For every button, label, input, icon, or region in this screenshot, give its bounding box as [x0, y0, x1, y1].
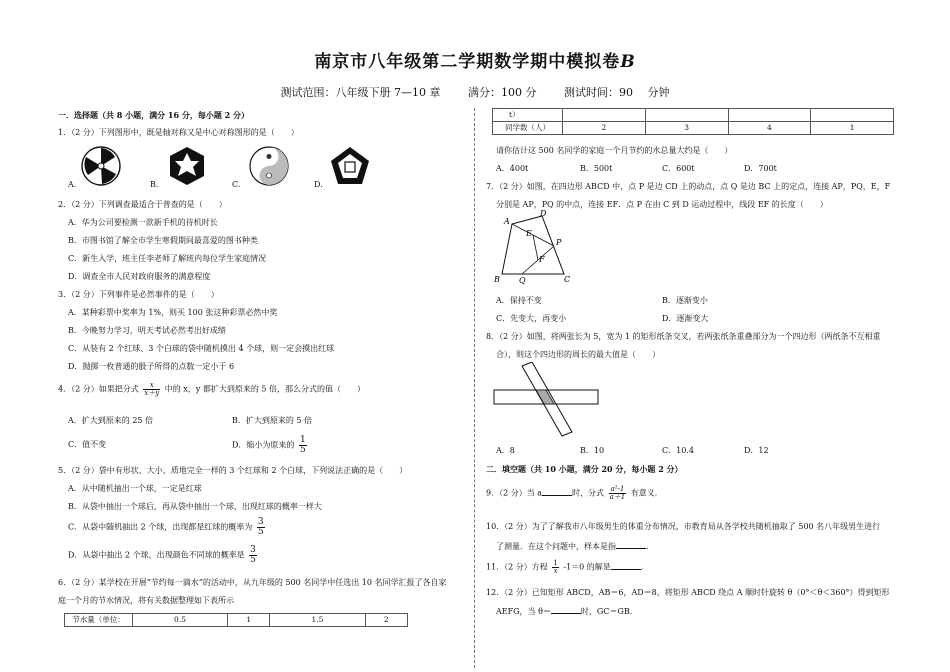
table-cell — [563, 109, 646, 122]
q2-option-d: D．调查全市人民对政府服务的满意程度 — [68, 272, 211, 281]
table-cell — [811, 109, 894, 122]
q6-stem-line2: 庭一个月的节水情况，将有关数据整理如下表所示 — [58, 596, 234, 605]
q6-stem-line1: 6．（2 分）某学校在开展“节约每一滴水”的活动中，从九年级的 500 名同学中任选出 10 名同学汇报了各自家 — [58, 578, 447, 587]
exam-info — [0, 84, 950, 100]
q6-option-a: A．400t — [496, 164, 529, 173]
q4-option-d: D．缩小为原来的 $\frac{1}{5}$ — [232, 435, 306, 455]
q3-option-a: A．某种彩票中奖率为 1%，则买 100 张这种彩票必然中奖 — [68, 308, 278, 317]
q3-stem: 3．（2 分）下列事件是必然事件的是（ ） — [58, 290, 219, 299]
q4-option-c: C．值不变 — [68, 440, 107, 449]
q7-label-e: E — [526, 229, 532, 238]
q4-option-b: B．扩大到原来的 5 倍 — [232, 416, 313, 425]
table-cell: 0.5 — [133, 614, 228, 627]
title-suffix: B — [620, 52, 636, 72]
q8-option-b: B．10 — [580, 446, 605, 455]
q6-question: 请你估计这 500 名同学的家庭一个月节约的水总量大约是（ ） — [496, 146, 733, 155]
q1-option-c: C. — [232, 180, 241, 189]
q2-stem: 2．（2 分）下列调查最适合于普查的是（ ） — [58, 200, 227, 209]
q9-stem: 9．（2 分）当 a 时，分式 $\frac{\text{a²-1}}{a+1}$ 有意义． — [486, 485, 663, 501]
q11-fraction: $\frac{1}{x}$ — [553, 559, 558, 575]
q10-line1: 10．（2 分）为了了解我市八年级男生的体重分布情况，市教育局从各学校共随机抽取了 500 名八年级男生进行 — [486, 522, 881, 531]
table-row — [65, 614, 408, 627]
q1-option-a: A. — [68, 180, 77, 189]
pentagon-square-icon — [328, 145, 372, 187]
q7-label-b: B — [494, 275, 500, 284]
q9-fraction: $\frac{\text{a²-1}}{a+1}$ — [609, 485, 626, 501]
q5-option-a: A．从中随机抽出一个球，一定是红球 — [68, 484, 202, 493]
q6-option-d: D．700t — [744, 164, 777, 173]
q7-label-c: C — [564, 275, 571, 284]
table-cell: 1 — [228, 614, 270, 627]
q7-label-a: A — [504, 217, 510, 226]
q8-crossed-strips-figure — [492, 362, 602, 438]
q2-option-c: C．新生入学，班主任李老师了解班内每位学生家庭情况 — [68, 254, 267, 263]
q12-line1: 12．（2 分）已知矩形 ABCD，AB＝6，AD＝8，将矩形 ABCD 绕点 A 顺时针旋转 θ（0°＜θ＜360°）得到矩形 — [486, 588, 890, 597]
q7-quadrilateral-figure — [492, 210, 582, 285]
q3-option-d: D．抛掷一枚普通的骰子所得的点数一定小于 6 — [68, 362, 235, 371]
table-cell: 节水量（单位： — [65, 614, 133, 627]
table-row — [493, 122, 894, 135]
q7-option-d: D．逐渐变大 — [662, 314, 709, 323]
section1-heading: 一．选择题（共 8 小题，满分 16 分，每小题 2 分） — [58, 110, 249, 120]
q4-fraction: $\frac{x}{x+y}$ — [144, 381, 160, 397]
q12-line2: AEFG，当 θ＝ 时，GC＝GB． — [496, 607, 638, 616]
q7-option-a: A．保持不变 — [496, 296, 542, 305]
table-row — [493, 109, 894, 122]
q3-option-c: C．从装有 2 个红球、3 个白球的袋中随机摸出 4 个球，则一定会摸出红球 — [68, 344, 335, 353]
q8-option-a: A．8 — [496, 446, 515, 455]
column-divider — [474, 108, 475, 668]
q10-line2: 了测量．在这个问题中，样本是指 ． — [496, 542, 654, 551]
test-time: 测试时间：90 分钟 — [564, 86, 670, 99]
test-scope: 测试范围：八年级下册 7—10 章 — [280, 86, 441, 99]
q2-option-b: B．市图书馆了解全市学生寒假期间最喜爱的图书种类 — [68, 236, 258, 245]
yin-yang-icon — [248, 145, 290, 187]
q6-option-c: C．600t — [662, 164, 695, 173]
q7-label-q: Q — [519, 276, 526, 285]
q6-table-part1 — [64, 613, 408, 627]
q7-label-f: F — [539, 255, 545, 264]
q1-option-b: B. — [150, 180, 159, 189]
q4-stem: 4．（2 分）如果把分式 $\frac{x}{x+y}$ 中的 x，y 都扩大到原来的 5 倍，那么分式的值（ ） — [58, 381, 366, 397]
q4-option-a: A．扩大到原来的 25 倍 — [68, 416, 154, 425]
tri-blade-icon — [80, 145, 122, 187]
table-cell: 1.5 — [270, 614, 365, 627]
q11-answer-blank[interactable] — [611, 562, 641, 570]
table-cell: 2 — [365, 614, 407, 627]
q7-option-c: C．先变大，再变小 — [496, 314, 567, 323]
page-title: 南京市八年级第二学期数学期中模拟卷B — [314, 52, 636, 72]
q7-stem-line2: 分别是 AP，PQ 的中点，连接 EF．点 P 在由 C 到 D 运动过程中，线段 EF 的长度（ ） — [496, 200, 828, 209]
q11-stem: 11．（2 分）方程 $\frac{1}{x}$ -1＝0 的解是 ． — [486, 559, 649, 575]
q1-stem: 1．（2 分）下列图形中，既是轴对称又是中心对称图形的是（ ） — [58, 128, 299, 137]
q2-option-a: A．华为公司要检测一款新手机的待机时长 — [68, 218, 218, 227]
hexagon-star-icon — [166, 145, 208, 187]
section2-heading: 二．填空题（共 10 小题，满分 20 分，每小题 2 分） — [486, 464, 683, 474]
q8-option-d: D．12 — [744, 446, 769, 455]
q1-option-d: D. — [314, 180, 323, 189]
q7-label-d: D — [540, 210, 547, 218]
table-cell: 3 — [645, 122, 728, 135]
q8-stem-line2: 合），则这个四边形的周长的最大值是（ ） — [496, 350, 660, 359]
q7-stem-line1: 7．（2 分）如图，在四边形 ABCD 中，点 P 是边 CD 上的动点，点 Q 是边 BC 上的定点，连接 AP，PQ，E，F — [486, 182, 891, 191]
q3-option-b: B．今晚努力学习，明天考试必然考出好成绩 — [68, 326, 226, 335]
q5-stem: 5．（2 分）袋中有形状、大小、质地完全一样的 3 个红球和 2 个白球，下列说法正确的是（ ） — [58, 466, 408, 475]
q6-table-part2 — [492, 108, 894, 135]
q8-stem-line1: 8．（2 分）如图，将两张长为 5，宽为 1 的矩形纸条交叉，若两张纸条重叠部分为一个四边形（两纸条不互相重 — [486, 332, 881, 341]
table-cell — [728, 109, 811, 122]
q7-label-p: P — [556, 238, 562, 247]
table-cell — [645, 109, 728, 122]
table-cell: 同学数（人） — [493, 122, 563, 135]
q7-option-b: B．逐渐变小 — [662, 296, 708, 305]
table-cell: 1 — [811, 122, 894, 135]
q6-option-b: B．500t — [580, 164, 613, 173]
table-cell: 4 — [728, 122, 811, 135]
q9-answer-blank[interactable] — [542, 488, 572, 496]
table-cell: 2 — [563, 122, 646, 135]
q8-option-c: C．10.4 — [662, 446, 694, 455]
q12-answer-blank[interactable] — [551, 606, 581, 614]
q10-answer-blank[interactable] — [616, 541, 646, 549]
q5-option-b: B．从袋中抽出一个球后，再从袋中抽出一个球，出现红球的概率一样大 — [68, 502, 322, 511]
full-score: 满分：100 分 — [468, 86, 537, 99]
q5-option-d: D．从袋中抽出 2 个球，出现颜色不同球的概率是 $\frac{3}{5}$ — [68, 545, 256, 565]
table-cell: t） — [493, 109, 563, 122]
q5-option-c: C．从袋中随机抽出 2 个球，出现都是红球的概率为 $\frac{3}{5}$ — [68, 517, 264, 537]
